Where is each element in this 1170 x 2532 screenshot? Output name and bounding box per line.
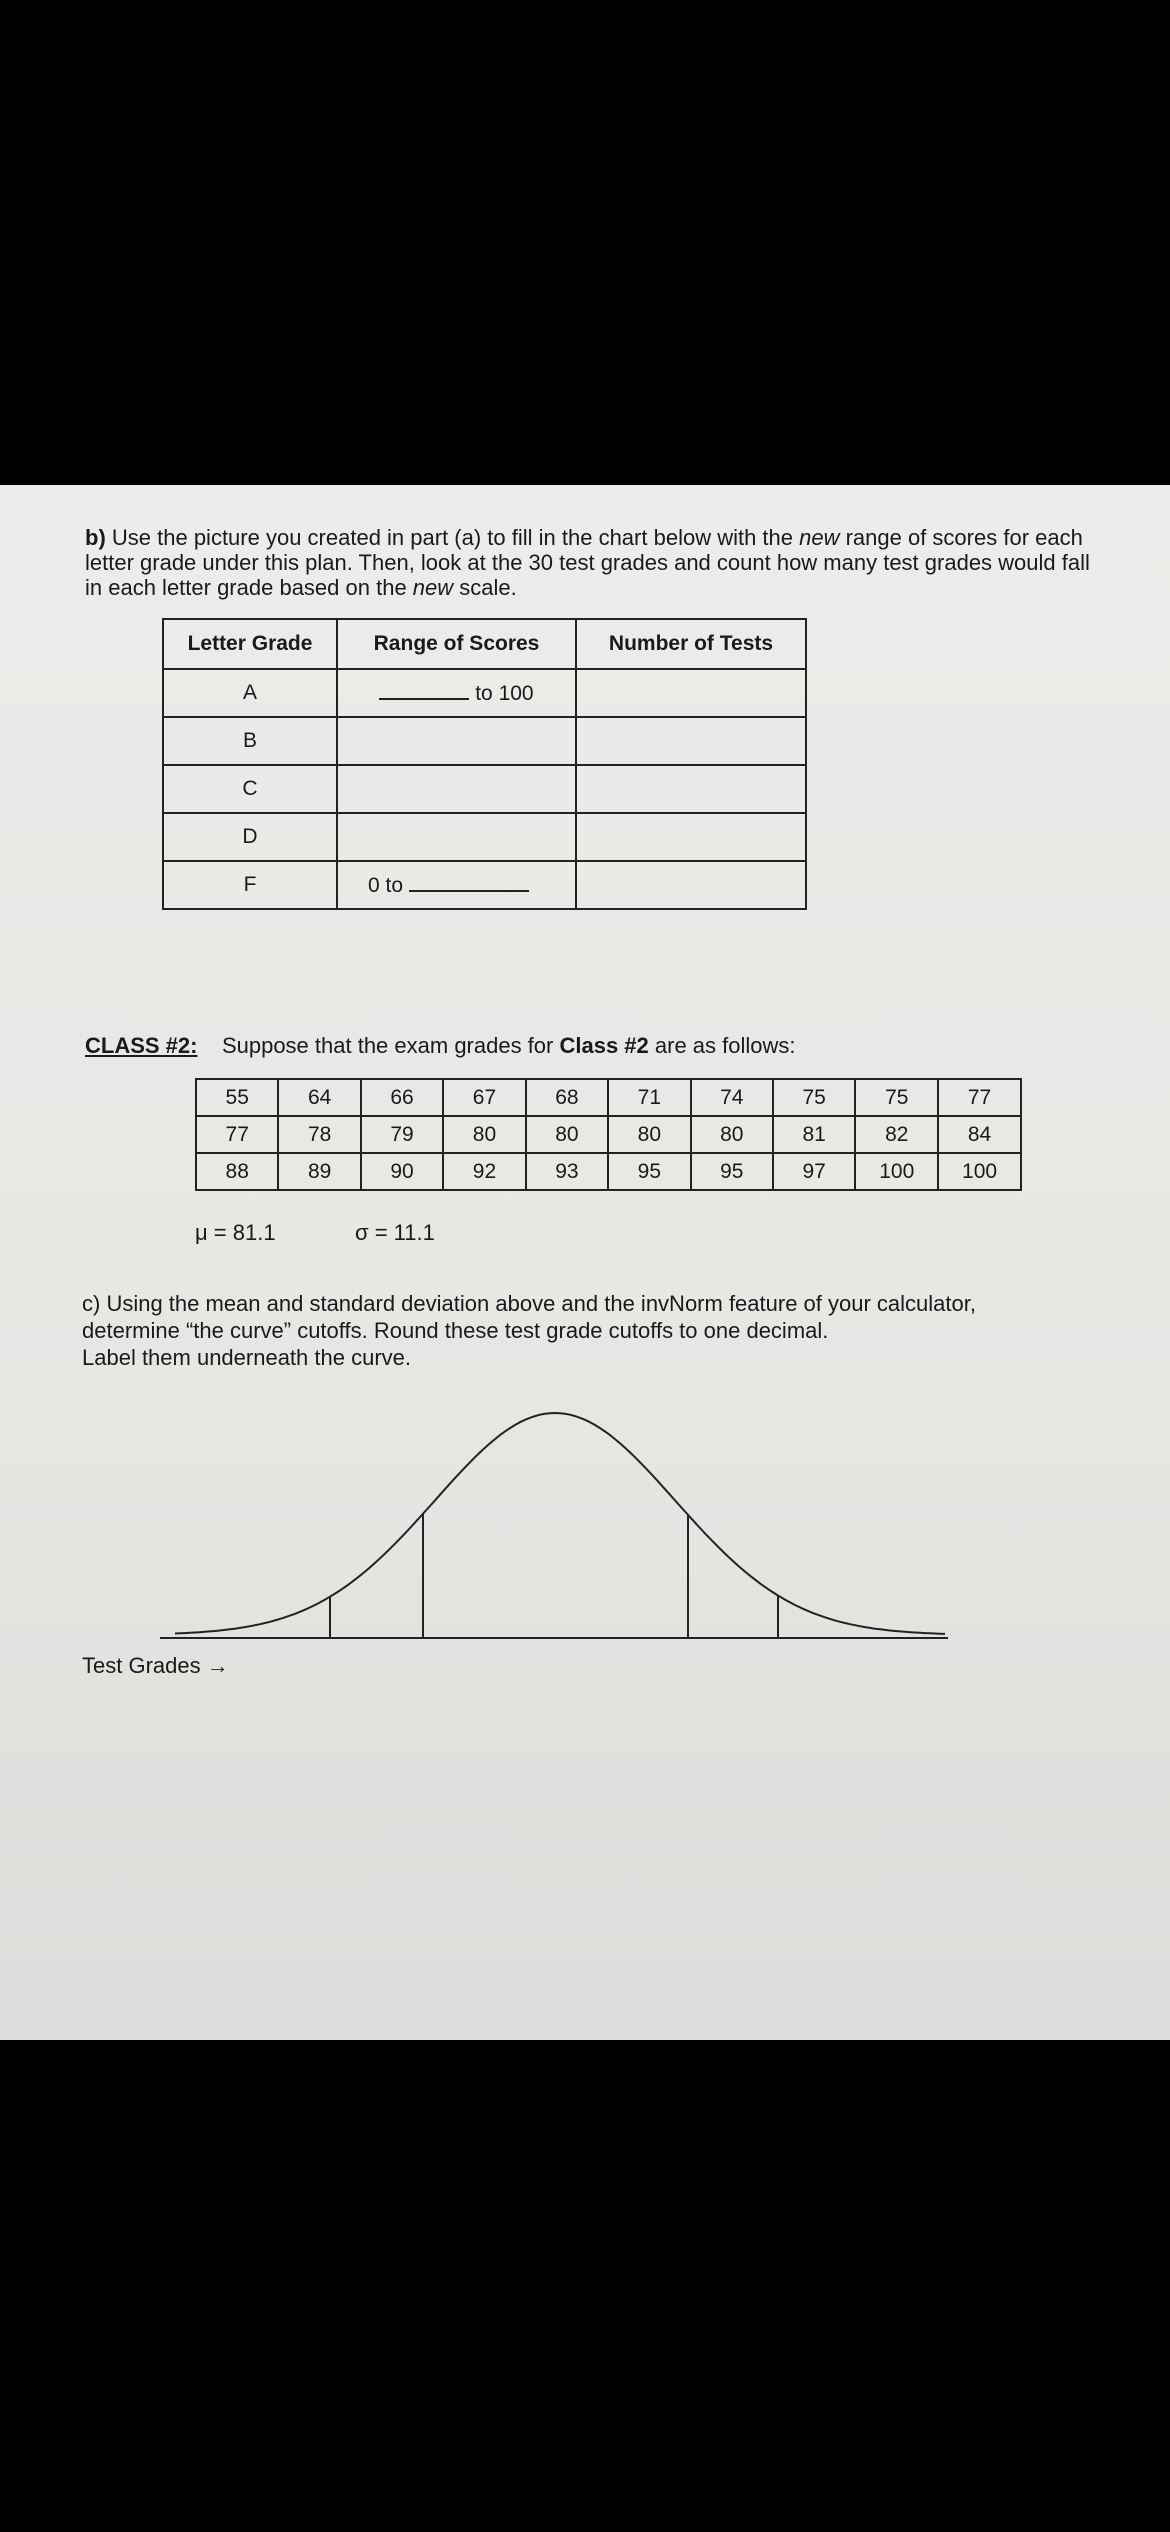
- cutoff-lines: [330, 1514, 778, 1638]
- grade-value: 68: [526, 1079, 608, 1116]
- grade-value: 74: [691, 1079, 773, 1116]
- grade-value: 93: [526, 1153, 608, 1190]
- grade-value: 100: [855, 1153, 938, 1190]
- part-b-label: b): [85, 525, 106, 550]
- blank-line[interactable]: [409, 872, 529, 892]
- part-b-instructions: [85, 525, 1095, 600]
- exam-grades-table: [195, 1078, 1022, 1191]
- grade-value: 80: [608, 1116, 690, 1153]
- part-c-instructions: [82, 1290, 976, 1371]
- grade-cell: A: [163, 669, 337, 717]
- sd-label: σ = 11.1: [355, 1220, 435, 1245]
- grade-value: 79: [361, 1116, 443, 1153]
- range-text: 0 to: [368, 874, 404, 897]
- grade-value: 66: [361, 1079, 443, 1116]
- table-row: [163, 765, 806, 813]
- grade-cell: B: [163, 717, 337, 765]
- table-row: [163, 813, 806, 861]
- header-range: Range of Scores: [337, 619, 576, 669]
- grade-value: 81: [773, 1116, 855, 1153]
- text: determine “the curve” cutoffs. Round these test grade cutoffs to one decimal.: [82, 1318, 829, 1343]
- grade-value: 67: [443, 1079, 525, 1116]
- grade-cell: F: [163, 861, 337, 909]
- grade-value: 78: [278, 1116, 360, 1153]
- text: scale.: [453, 575, 517, 600]
- text: Suppose that the exam grades for: [221, 1033, 560, 1058]
- text: are as follows:: [648, 1033, 796, 1058]
- grade-value: 80: [526, 1116, 608, 1153]
- range-cell[interactable]: [337, 765, 576, 813]
- grade-value: 64: [278, 1079, 360, 1116]
- grade-value: 77: [196, 1116, 278, 1153]
- test-grades-axis-label: Test Grades →: [82, 1653, 229, 1678]
- count-cell[interactable]: [576, 765, 806, 813]
- table-row: [163, 669, 806, 717]
- blank-line[interactable]: [379, 680, 469, 700]
- class2-label: CLASS #2:: [85, 1033, 198, 1058]
- text: Class #2: [559, 1033, 649, 1058]
- count-cell[interactable]: [576, 669, 806, 717]
- count-cell[interactable]: [576, 717, 806, 765]
- header-number: Number of Tests: [576, 619, 806, 669]
- count-cell[interactable]: [576, 861, 806, 909]
- text: range of scores for each letter grade under this plan. Then, look at the 30 test grades and count how many test grades would fall in each letter grade based on the: [85, 525, 1090, 600]
- grade-value: 71: [608, 1079, 690, 1116]
- grade-value: 88: [196, 1153, 278, 1190]
- grade-cell: D: [163, 813, 337, 861]
- count-cell[interactable]: [576, 813, 806, 861]
- grades-row: [196, 1079, 1021, 1116]
- grade-value: 55: [196, 1079, 278, 1116]
- grade-value: 80: [691, 1116, 773, 1153]
- range-cell[interactable]: [337, 717, 576, 765]
- normal-curve-diagram: [0, 1385, 1170, 1665]
- grade-cell: C: [163, 765, 337, 813]
- table-row: [163, 861, 806, 909]
- range-text: to 100: [475, 682, 534, 705]
- grade-value: 89: [278, 1153, 360, 1190]
- grade-value: 95: [608, 1153, 690, 1190]
- class2-intro: [85, 1033, 796, 1058]
- header-letter-grade: Letter Grade: [163, 619, 337, 669]
- text: new: [412, 575, 454, 600]
- grade-value: 95: [691, 1153, 773, 1190]
- text: Use the picture you created in part (a) to fill in the chart below with the: [111, 525, 800, 550]
- grade-value: 84: [938, 1116, 1021, 1153]
- mean-label: μ = 81.1: [195, 1220, 276, 1245]
- grade-value: 75: [773, 1079, 855, 1116]
- grade-value: 75: [855, 1079, 938, 1116]
- text: Label them underneath the curve.: [82, 1345, 412, 1370]
- grade-value: 80: [443, 1116, 525, 1153]
- grade-value: 82: [855, 1116, 938, 1153]
- grade-value: 97: [773, 1153, 855, 1190]
- grade-value: 77: [938, 1079, 1021, 1116]
- grade-value: 90: [361, 1153, 443, 1190]
- letter-grade-table: [162, 618, 807, 910]
- worksheet-page: [0, 485, 1170, 2040]
- grade-value: 100: [938, 1153, 1021, 1190]
- table-row: [163, 717, 806, 765]
- normal-curve: [175, 1413, 945, 1634]
- grade-value: 92: [443, 1153, 525, 1190]
- grades-row: [196, 1116, 1021, 1153]
- text: new: [799, 525, 840, 550]
- grades-row: [196, 1153, 1021, 1190]
- range-cell[interactable]: [337, 813, 576, 861]
- text: c) Using the mean and standard deviation above and the invNorm feature of your calculator,: [82, 1291, 976, 1316]
- range-cell[interactable]: [337, 669, 576, 717]
- range-cell[interactable]: [337, 861, 576, 909]
